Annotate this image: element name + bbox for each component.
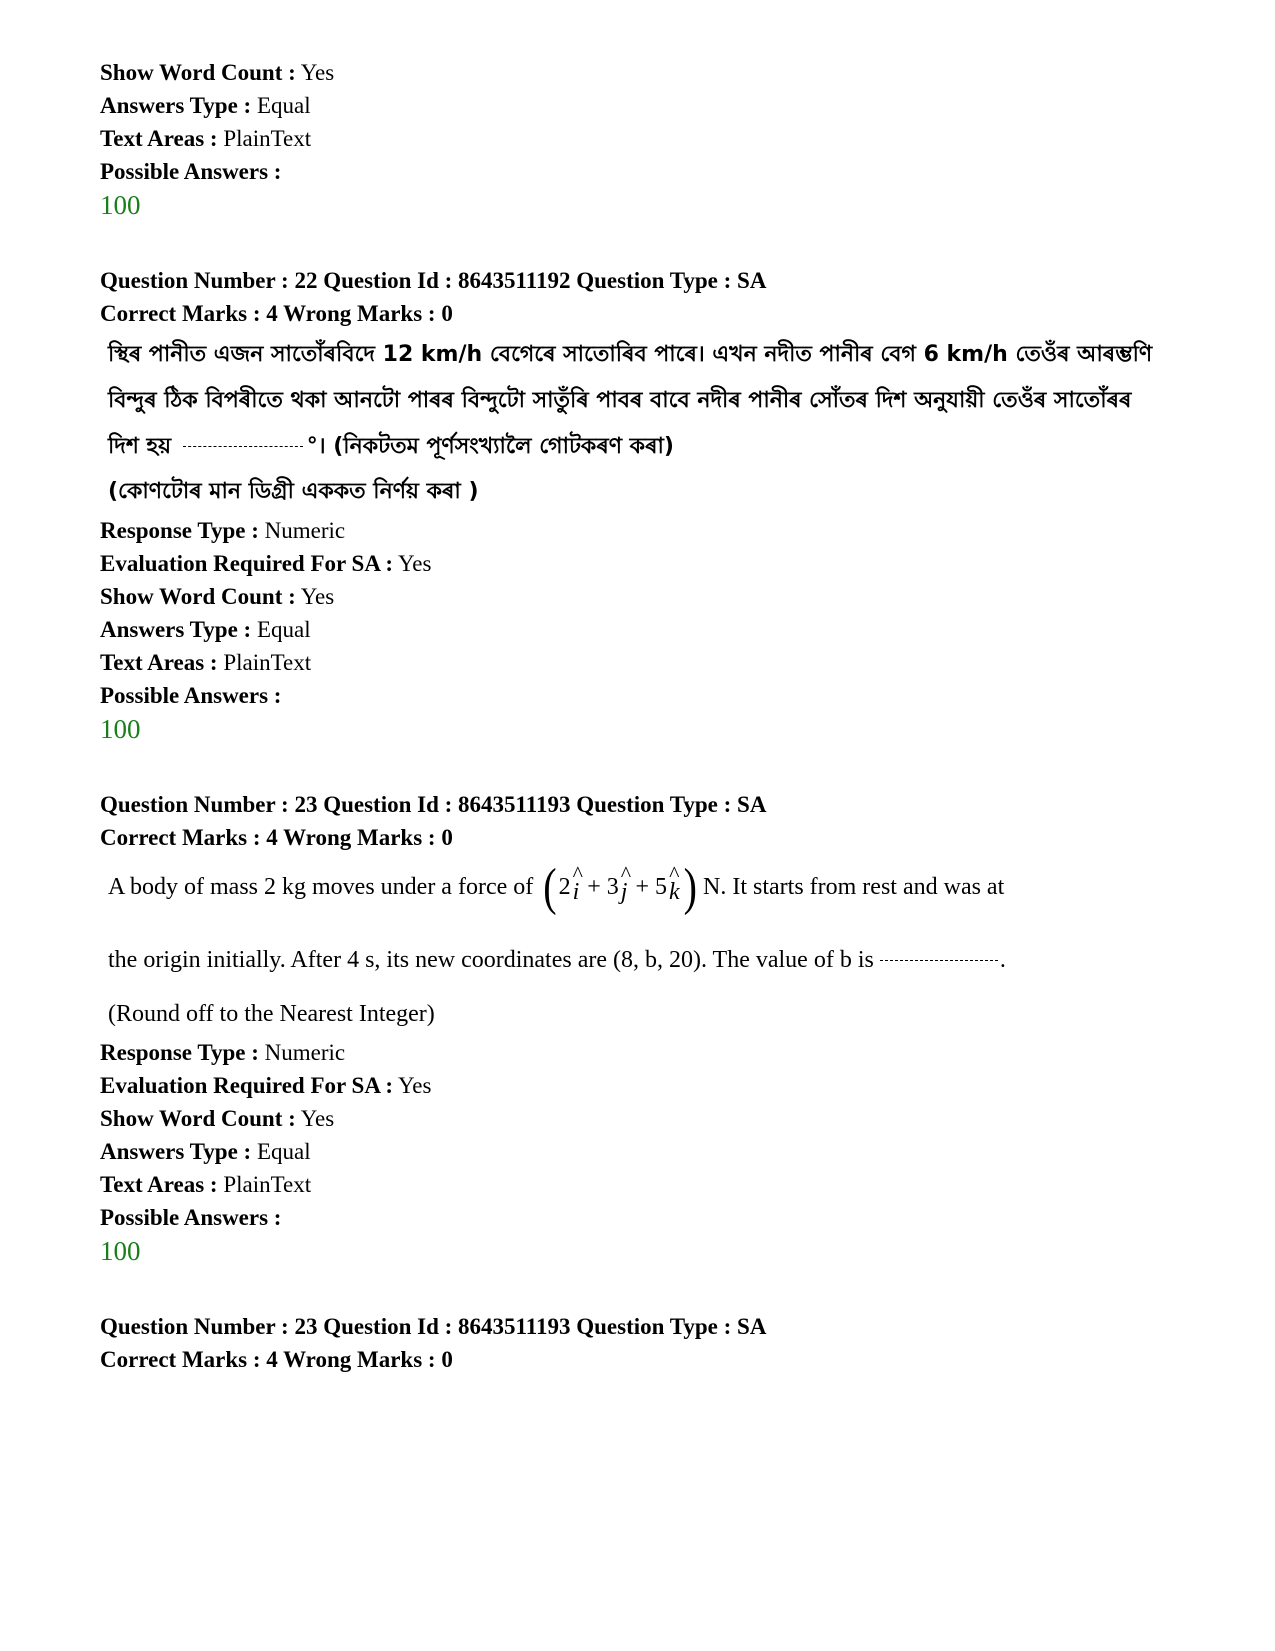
field-answers-type: Answers Type : Equal [100,1139,311,1164]
possible-answer-value: 100 [100,714,141,744]
field-response-type: Response Type : Numeric [100,518,346,543]
field-text-areas: Text Areas : PlainText [100,126,312,151]
question-23 [100,788,1180,1268]
field-evaluation-required: Evaluation Required For SA : Yes [100,551,432,576]
question-marks: Correct Marks : 4 Wrong Marks : 0 [100,1347,453,1372]
question-text-line: A body of mass 2 kg moves under a force of ( 2 ^ i + 3 ^ j + 5 ^ k ) N. It starts from rest and was at [108,856,1180,918]
question-text-line: (কোণটোৰ মান ডিগ্ৰী এককত নিৰ্ণয় কৰা ) [108,479,479,504]
question-header: Question Number : 23 Question Id : 8643511193 Question Type : SA [100,1314,767,1339]
field-evaluation-required: Evaluation Required For SA : Yes [100,1073,432,1098]
question-text [108,856,1180,1030]
question-text-line: (Round off to the Nearest Integer) [108,1001,435,1027]
unit-vector-k: ^ k [669,861,680,905]
question-23-repeat [100,1310,1180,1376]
document-page [100,56,1180,1376]
field-show-word-count: Show Word Count : Yes [100,60,335,85]
field-show-word-count: Show Word Count : Yes [100,584,335,609]
field-show-word-count: Show Word Count : Yes [100,1106,335,1131]
unit-vector-j: ^ j [620,861,632,905]
field-answers-type: Answers Type : Equal [100,93,311,118]
question-text-line: বিন্দুৰ ঠিক বিপৰীতে থকা আনটো পাৰৰ বিন্দুটো সাতুঁৰি পাবৰ বাবে নদীৰ পানীৰ সোঁতৰ দিশ অনুযায়ী তেওঁৰ সাতোঁৰৰ [108,388,1132,413]
answer-blank [880,960,998,961]
field-text-areas: Text Areas : PlainText [100,1172,312,1197]
field-response-type: Response Type : Numeric [100,1040,346,1065]
question-marks: Correct Marks : 4 Wrong Marks : 0 [100,825,453,850]
question-header: Question Number : 23 Question Id : 8643511193 Question Type : SA [100,792,767,817]
question-22 [100,264,1180,746]
top-block-fields [100,56,1180,222]
field-possible-answers: Possible Answers : [100,1205,282,1230]
field-possible-answers: Possible Answers : [100,683,282,708]
possible-answer-value: 100 [100,190,141,220]
field-possible-answers: Possible Answers : [100,159,282,184]
question-text-line: দিশ হয় °। (নিকটতম পূৰ্ণসংখ্যালৈ গোটকৰণ কৰা) [108,434,674,459]
possible-answer-value: 100 [100,1236,141,1266]
question-text-line: the origin initially. After 4 s, its new coordinates are (8, b, 20). The value of b is . [108,947,1006,973]
question-text-line: স্থিৰ পানীত এজন সাতোঁৰবিদে 12 km/h বেগেৰে সাতোৰিব পাৰে। এখন নদীত পানীৰ বেগ 6 km/h তেওঁৰ আৰম্ভণি [108,342,1153,367]
field-answers-type: Answers Type : Equal [100,617,311,642]
question-header: Question Number : 22 Question Id : 8643511192 Question Type : SA [100,268,767,293]
field-text-areas: Text Areas : PlainText [100,650,312,675]
force-vector: ( 2 ^ i + 3 ^ j + 5 ^ k ) [541,851,699,923]
question-marks: Correct Marks : 4 Wrong Marks : 0 [100,301,453,326]
unit-vector-i: ^ i [572,861,583,905]
answer-blank [183,446,303,447]
question-text [108,332,1180,514]
